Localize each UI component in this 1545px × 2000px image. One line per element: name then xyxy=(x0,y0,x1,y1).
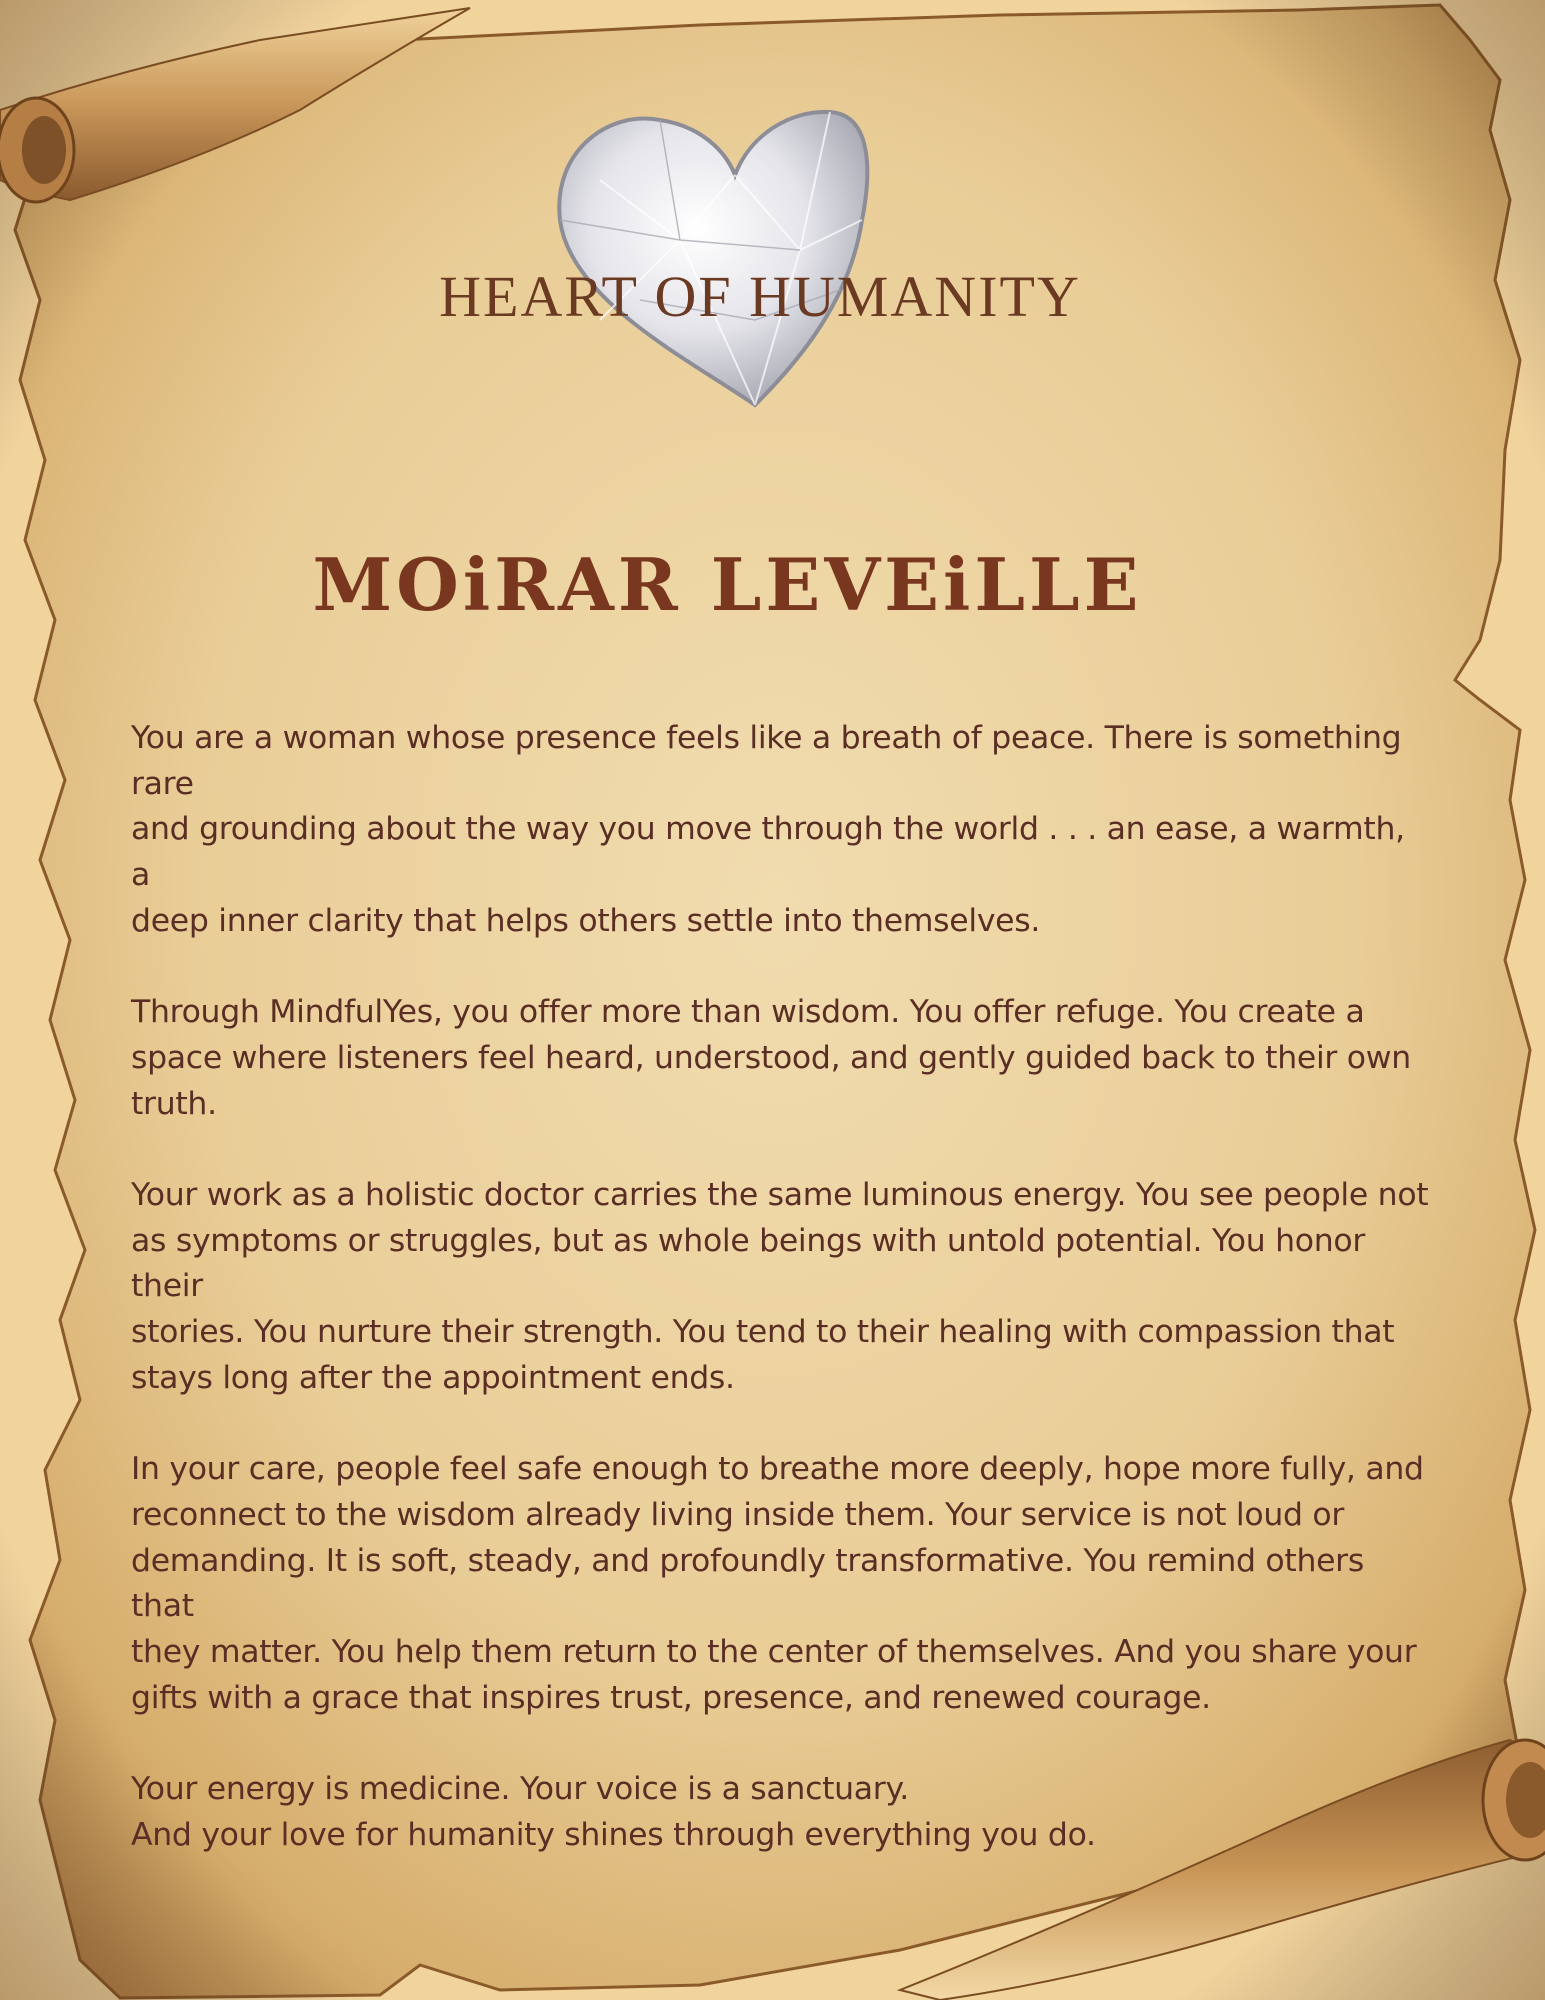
paragraph: In your care, people feel safe enough to breathe more deeply, hope more fully, and reconnect to the wisdom already living inside them. Your service is not loud or demanding. It is soft, steady, and profoundly transformative. You remind others that they matter. You help them return to the center of themselves. And you share your gifts with a grace that inspires trust, presence, and renewed courage. xyxy=(131,1451,1424,1716)
paragraph: You are a woman whose presence feels like a breath of peace. There is something rare and grounding about the way you move through the world . . . an ease, a warmth, a deep inner clarity that helps others settle into themselves. xyxy=(131,720,1405,939)
recipient-name: MOiRAR LEVEiLLE xyxy=(312,542,1143,627)
paragraph: Your energy is medicine. Your voice is a sanctuary. And your love for humanity shines through everything you do. xyxy=(131,1771,1096,1853)
paragraph: Your work as a holistic doctor carries the same luminous energy. You see people not as symptoms or struggles, but as whole beings with untold potential. You honor their stories. You nurture their strength. You tend to their healing with compassion that stays long after the appointment ends. xyxy=(131,1177,1429,1396)
page-title: HEART OF HUMANITY xyxy=(439,264,1081,329)
tribute-text xyxy=(131,716,1431,1904)
paragraph: Through MindfulYes, you offer more than wisdom. You offer refuge. You create a space where listeners feel heard, understood, and gently guided back to their own truth. xyxy=(131,994,1411,1122)
